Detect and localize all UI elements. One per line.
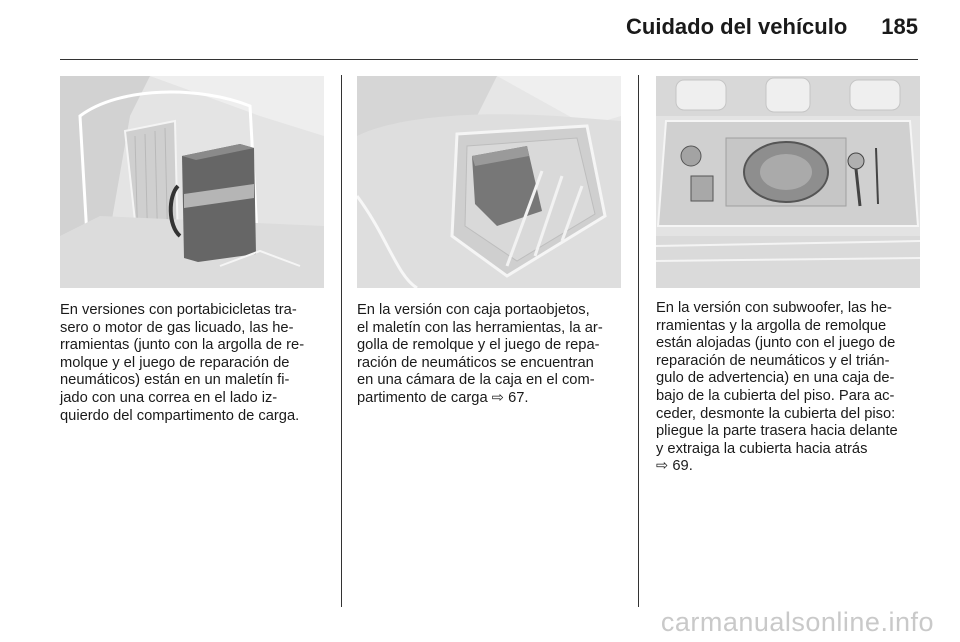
watermark: carmanualsonline.info xyxy=(660,607,934,637)
paragraph-bike-carrier xyxy=(60,302,324,425)
column-divider-1 xyxy=(341,75,342,607)
paragraph-subwoofer xyxy=(656,300,920,476)
header-rule xyxy=(60,59,918,60)
page-header xyxy=(626,14,918,44)
paragraph-text: En versiones con portabicicletas tra- sero o motor de gas licuado, las he- rramientas (junto con la argolla de re- molque y el juego de reparación de neumáticos) están en un maletín fi- jado con una correa en el lado iz- quierdo del compartimento de carga. xyxy=(60,302,305,424)
page-number: 185 xyxy=(881,14,918,39)
column-divider-2 xyxy=(638,75,639,607)
paragraph-text: En la versión con subwoofer, las he- rramientas y la argolla de remolque están alojadas (junto con el juego de reparación de neumáticos y el trián- gulo de advertencia) en una caja de- bajo de la cubierta del piso. Para ac- ceder, desmonte la cubierta del piso: pliegue la parte trasera hacia delante y extraiga la cubierta hacia atrás ⇨ 69. xyxy=(656,300,898,475)
storage-box-illustration xyxy=(357,76,621,288)
chapter-title: Cuidado del vehículo xyxy=(626,14,848,39)
paragraph-text: En la versión con caja portaobjetos, el maletín con las herramientas, la ar- golla de remolque y el juego de repa- ración de neumáticos se encuentran en una cámara de la caja en el com- partimento de carga ⇨ 67. xyxy=(357,302,603,406)
trunk-toolbag-illustration xyxy=(60,76,324,288)
subwoofer-compartment-illustration xyxy=(656,76,920,288)
paragraph-storage-box xyxy=(357,302,621,408)
